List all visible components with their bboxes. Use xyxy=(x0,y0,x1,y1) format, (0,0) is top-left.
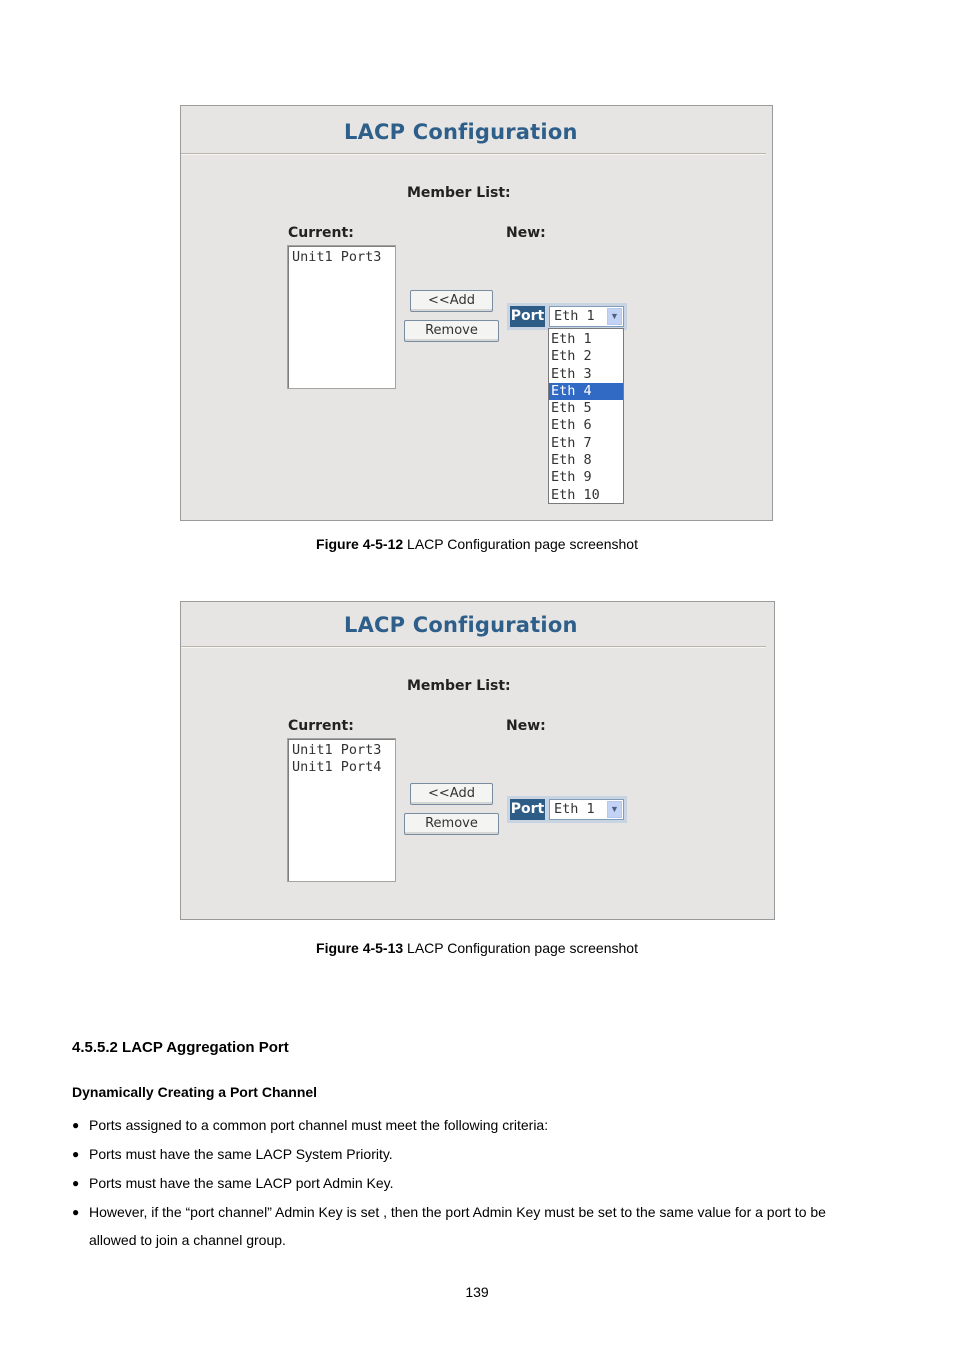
current-label: Current: xyxy=(288,225,354,241)
bullet-dot-icon: ● xyxy=(72,1176,80,1190)
dropdown-option[interactable]: Eth 3 xyxy=(551,365,592,382)
port-selector xyxy=(507,796,627,823)
port-selector xyxy=(507,303,627,330)
bullet-dot-icon: ● xyxy=(72,1147,80,1161)
current-label: Current: xyxy=(288,718,354,734)
section-heading: 4.5.5.2 LACP Aggregation Port xyxy=(72,1039,289,1056)
dropdown-option[interactable]: Eth 10 xyxy=(551,486,600,503)
lacp-config-screenshot-2 xyxy=(180,601,775,920)
page-number: 139 xyxy=(465,1284,489,1300)
list-item xyxy=(72,1198,872,1254)
port-dropdown-list[interactable] xyxy=(548,328,624,504)
new-label: New: xyxy=(506,718,546,734)
sub-heading: Dynamically Creating a Port Channel xyxy=(72,1084,318,1100)
lacp-config-screenshot-1 xyxy=(180,105,773,521)
dropdown-option[interactable]: Eth 7 xyxy=(551,434,592,451)
list-item[interactable]: Unit1 Port4 xyxy=(292,759,382,775)
port-select[interactable] xyxy=(549,799,624,820)
figure-number: Figure 4-5-13 xyxy=(316,940,404,956)
member-list-label: Member List: xyxy=(407,185,511,201)
criteria-list xyxy=(72,1111,872,1255)
dropdown-option[interactable]: Eth 1 xyxy=(551,331,592,347)
list-item xyxy=(72,1169,872,1197)
port-select-value: Eth 1 xyxy=(554,308,595,324)
chevron-down-icon[interactable]: ▼ xyxy=(607,308,622,325)
figure-caption-1 xyxy=(0,536,954,552)
remove-button[interactable]: Remove xyxy=(404,320,499,342)
port-select-value: Eth 1 xyxy=(554,801,595,817)
bullet-text: Ports must have the same LACP port Admin Key. xyxy=(89,1175,394,1191)
member-list-label: Member List: xyxy=(407,678,511,694)
bullet-dot-icon: ● xyxy=(72,1118,80,1132)
port-label: Port xyxy=(510,799,545,820)
add-button[interactable]: <<Add xyxy=(410,783,493,805)
figure-number: Figure 4-5-12 xyxy=(316,536,404,552)
new-label: New: xyxy=(506,225,546,241)
figure-caption-text: LACP Configuration page screenshot xyxy=(403,536,638,552)
dropdown-option[interactable]: Eth 9 xyxy=(551,469,592,486)
page-title: LACP Configuration xyxy=(344,120,578,144)
remove-button[interactable]: Remove xyxy=(404,813,499,835)
dropdown-option[interactable]: Eth 2 xyxy=(551,348,592,365)
bullet-text: However, if the “port channel” Admin Key is set , then the port Admin Key must be set to the same value for a port to be allowed to join a channel group. xyxy=(89,1204,826,1248)
add-button[interactable]: <<Add xyxy=(410,290,493,312)
port-select[interactable] xyxy=(549,306,624,327)
list-item xyxy=(72,1111,872,1139)
dropdown-option-selected[interactable]: Eth 4 xyxy=(549,383,623,400)
dropdown-option[interactable]: Eth 5 xyxy=(551,400,592,417)
bullet-text: Ports must have the same LACP System Priority. xyxy=(89,1146,393,1162)
dropdown-option[interactable]: Eth 6 xyxy=(551,417,592,434)
current-members-listbox[interactable] xyxy=(287,245,396,389)
port-label: Port xyxy=(510,306,545,327)
current-members-listbox[interactable] xyxy=(287,738,396,882)
dropdown-option[interactable]: Eth 8 xyxy=(551,452,592,469)
figure-caption-2 xyxy=(0,940,954,956)
chevron-down-icon[interactable]: ▼ xyxy=(607,801,622,818)
list-item xyxy=(72,1140,872,1168)
figure-caption-text: LACP Configuration page screenshot xyxy=(403,940,638,956)
list-item[interactable]: Unit1 Port3 xyxy=(292,249,382,265)
bullet-dot-icon: ● xyxy=(72,1205,80,1219)
title-divider xyxy=(181,646,766,648)
page-title: LACP Configuration xyxy=(344,613,578,637)
list-item[interactable]: Unit1 Port3 xyxy=(292,742,382,758)
bullet-text: Ports assigned to a common port channel must meet the following criteria: xyxy=(89,1117,549,1133)
title-divider xyxy=(181,153,766,155)
